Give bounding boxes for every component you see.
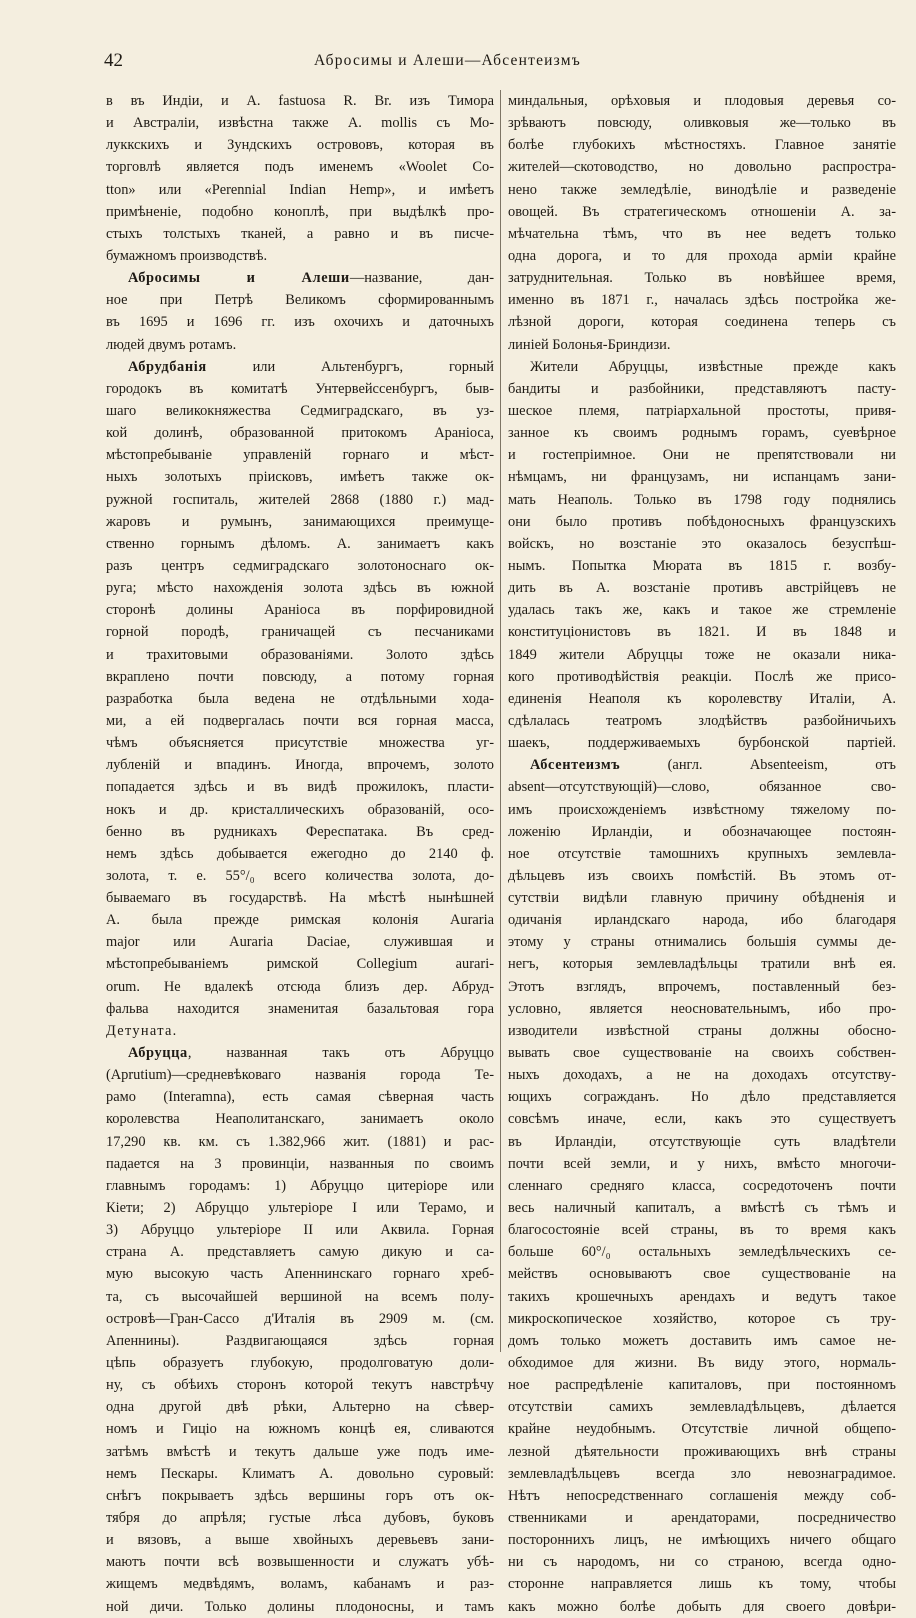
- text-line: Кіети; 2) Абруццо ультеріоре I или Терамо, и: [106, 1200, 494, 1217]
- text-line: имъ происхожденіемъ извѣстному тяжелому по-: [508, 801, 896, 818]
- text-line: удалась такъ же, какъ и такое же стремленіе: [508, 602, 896, 619]
- text-line: обходимое для жизни. Въ виду этого, нормаль-: [508, 1355, 896, 1372]
- text-line: именно въ 1871 г., началась здѣсь постройка же-: [508, 292, 896, 309]
- text-line: и трахитовыми образованіями. Золото здѣсь: [106, 646, 494, 663]
- text-line: цѣпь образуетъ глубокую, продолговатую доли-: [106, 1355, 494, 1372]
- text-line: и вязовъ, а выше хвойныхъ деревьевъ зани-: [106, 1532, 494, 1549]
- page-header: [104, 50, 884, 76]
- text-line: условно, является неосновательнымъ, ибо про-: [508, 1000, 896, 1017]
- text-line: немъ Пескары. Климатъ А. довольно суровый:: [106, 1465, 494, 1482]
- text-line: ныхъ золотыхъ пріисковъ, имѣетъ также ок-: [106, 469, 494, 486]
- text-line: маютъ почти всѣ возвышенности и служатъ убѣ-: [106, 1554, 494, 1571]
- text-line: ной дичи. Только долины плодоносны, и тамъ: [106, 1598, 494, 1615]
- text-line: ни съ народомъ, ни со страною, всегда одно-: [508, 1554, 896, 1571]
- text-line: почти всей земли, и у нихъ, вмѣсто многочи-: [508, 1155, 896, 1172]
- text-line: нымъ. Попытка Мюрата въ 1815 г. возбу-: [508, 557, 896, 574]
- text-line: сторонѣ долины Араніоса въ порфировидной: [106, 602, 494, 619]
- text-line: Детуната.: [106, 1022, 178, 1039]
- text-line: Жители Абруццы, извѣстные прежде какъ: [530, 358, 896, 375]
- text-line: зрѣваютъ повсюду, оливковыя же—только въ: [508, 115, 896, 132]
- headword: Абсентеизмъ: [530, 757, 621, 774]
- text-line: разъ центръ седмиградскаго золотоноснаго ок-: [106, 557, 494, 574]
- text-line: островѣ—Гран-Сассо д'Италія въ 2909 м. (см.: [106, 1310, 494, 1327]
- text-line: одичанія ирландскаго народа, ибо благодаря: [508, 912, 896, 929]
- text-line: Абруцца, названная такъ отъ Абруццо: [128, 1045, 494, 1062]
- text-line: чѣмъ объясняется присутствіе множества уг-: [106, 735, 494, 752]
- text-line: линіей Болонья-Бриндизи.: [508, 336, 671, 353]
- text-line: миндальныя, орѣховыя и плодовыя деревья со-: [508, 93, 896, 109]
- text-line: конституціонистовъ въ 1821. И въ 1848 и: [508, 624, 896, 641]
- running-head: Абросимы и Алеши—Абсентеизмъ: [314, 52, 581, 69]
- text-line: absent—отсутствующій)—слово, обязанное сво-: [508, 779, 896, 796]
- text-line: изводители извѣстной страны должны обосно-: [508, 1022, 896, 1039]
- text-line: шаго великокняжества Седмиградскаго, въ уз-: [106, 402, 494, 419]
- text-line: домъ только можетъ доставить имъ самое не-: [508, 1332, 896, 1349]
- text-line: ну, съ обѣихъ сторонъ которой текутъ навстрѣчу: [106, 1377, 494, 1394]
- text-line: сутствіи видѣли главную причину обѣдненія и: [508, 890, 896, 907]
- text-line: бумажномъ производствѣ.: [106, 247, 268, 264]
- text-line: та, съ высочайшей вершиной на всемъ полу-: [106, 1288, 494, 1305]
- text-line: 17,290 кв. км. съ 1.382,966 жит. (1881) и рас-: [106, 1133, 494, 1150]
- text-line: королевства Неаполитанскаго, занимаетъ около: [106, 1111, 494, 1128]
- text-line: 3) Абруццо ультеріоре II или Аквила. Горная: [106, 1222, 494, 1239]
- text-line: лубленій и впадинъ. Иногда, впрочемъ, золото: [106, 757, 494, 774]
- text-line: золота, т. е. 55°/₀ всего количества золота, до-: [106, 867, 494, 884]
- text-line: сдѣлалась театромъ злодѣйствъ разбойничьихъ: [508, 712, 896, 729]
- text-line: кой долинѣ, образованной притокомъ Араніоса,: [106, 425, 494, 442]
- text-line: и гостепріимное. Они не препятствовали ни: [508, 447, 896, 464]
- text-line: ложенію Ирландіи, и обозначающее постоян-: [508, 823, 896, 840]
- text-line: ружной госпиталь, жителей 2868 (1880 г.) мад-: [106, 491, 494, 508]
- text-line: землевладѣльцевъ всегда зло невознаградимое.: [508, 1465, 896, 1482]
- page-number: 42: [104, 50, 123, 71]
- text-line: микроскопическое хозяйство, которое съ тру-: [508, 1310, 896, 1327]
- text-line: мѣстопребываніемъ римской Collegium aurari-: [106, 956, 494, 973]
- text-line: снѣгъ покрываетъ здѣсь вершины горъ отъ ок-: [106, 1487, 494, 1504]
- text-line: и Австраліи, извѣстна также A. mollis съ Мо-: [106, 115, 494, 132]
- text-line: лѣзной дороги, которая соединена теперь съ: [508, 314, 896, 331]
- text-line: рамо (Interamna), есть самая сѣверная часть: [106, 1089, 494, 1106]
- text-line: нено также земледѣліе, винодѣліе и разведеніе: [508, 181, 896, 198]
- text-line: мую высокую часть Апеннинскаго горнаго хреб-: [106, 1266, 494, 1283]
- text-line: Абсентеизмъ (англ. Absenteeism, отъ: [530, 757, 896, 774]
- text-line: бандиты и разбойники, представляютъ пасту-: [508, 380, 896, 397]
- text-line: Апеннины). Раздвигающаяся здѣсь горная: [106, 1332, 494, 1349]
- text-line: затруднительная. Только въ новѣйшее время,: [508, 270, 896, 287]
- text-line: въ 1695 и 1696 гг. изъ охочихъ и даточныхъ: [106, 314, 494, 331]
- text-line: major или Auraria Daciae, служившая и: [106, 934, 494, 951]
- text-line: Абросимы и Алеши—название, дан-: [128, 270, 495, 287]
- text-line: шаекъ, поддерживаемыхъ бурбонской партіей.: [508, 735, 896, 752]
- text-line: немъ здѣсь добывается ежегодно до 2140 ф.: [106, 845, 494, 862]
- text-line: занное къ своимъ роднымъ горамъ, суевѣрное: [508, 425, 896, 442]
- text-line: отсутствіи самихъ землевладѣльцевъ, дѣлается: [508, 1399, 896, 1416]
- text-line: бенно въ рудникахъ Фереспатака. Въ сред-: [106, 823, 494, 840]
- text-line: примѣненіе, подобно коноплѣ, при выдѣлкѣ про-: [106, 203, 494, 220]
- text-line: больше 60°/₀ остальныхъ земледѣльческихъ се-: [508, 1244, 896, 1261]
- text-line: одна дорога, и то для прохода арміи крайне: [508, 247, 896, 264]
- text-line: людей двумъ ротамъ.: [106, 336, 237, 353]
- text-line: кого противодѣйствія реакціи. Послѣ же присо-: [508, 668, 896, 685]
- text-line: А. была прежде римская колонія Auraria: [106, 912, 494, 929]
- text-line: они было противъ побѣдоносныхъ французскихъ: [508, 513, 896, 530]
- text-line: жищемъ медвѣдямъ, воламъ, кабанамъ и раз-: [106, 1576, 494, 1593]
- text-line: вывать свое существованіе на своихъ собствен-: [508, 1045, 896, 1062]
- text-line: Абрудбанія или Альтенбургъ, горный: [128, 358, 494, 375]
- text-line: ственниками и арендаторами, посредничество: [508, 1510, 896, 1526]
- text-line: ное при Петрѣ Великомъ сформированнымъ: [106, 292, 494, 309]
- text-line: Этотъ взглядъ, впрочемъ, поставленный без-: [508, 978, 896, 995]
- text-line: жаровъ и румынъ, занимающихся преимуще-: [106, 513, 494, 530]
- text-line: въ Ирландіи, отсутствующіе суть владѣтели: [508, 1133, 896, 1150]
- text-line: единенія Неаполя къ королевству Италіи, А.: [508, 690, 896, 707]
- text-line: крайне неудобнымъ. Отсутствіе личной общепо-: [508, 1421, 896, 1438]
- column-divider: [500, 90, 501, 1352]
- headword: Абруцца: [128, 1045, 188, 1062]
- text-line: совсѣмъ иначе, если, какъ это существуетъ: [508, 1111, 896, 1128]
- text-line: городокъ въ комитатѣ Унтервейссенбургъ, быв-: [106, 380, 494, 397]
- text-line: бываемаго въ государствѣ. На мѣстѣ нынѣшней: [106, 890, 494, 907]
- text-line: одна другой двѣ рѣки, Альтерно на сѣвер-: [106, 1399, 494, 1416]
- text-line: в въ Индіи, и A. fastuosa R. Br. изъ Тимора: [106, 93, 494, 109]
- text-line: ющихъ согражданъ. Но дѣло представляется: [508, 1089, 896, 1106]
- text-line: номъ и Гиціо на южномъ концѣ ея, сливаются: [106, 1421, 494, 1438]
- text-line: ственно горнымъ дѣломъ. А. занимаетъ какъ: [106, 535, 494, 552]
- text-line: мать Неаполь. Только въ 1798 году поднялись: [508, 491, 896, 508]
- text-line: торговлѣ является подъ именемъ «Woolet Co-: [106, 159, 494, 176]
- text-line: сленнаго средняго класса, сосредоточенъ почти: [508, 1177, 896, 1194]
- text-line: стыхъ толстыхъ тканей, а равно и въ писче-: [106, 225, 494, 242]
- text-line: вкраплено почти повсюду, а потому горная: [106, 668, 494, 685]
- text-line: Нѣтъ непосредственнаго соглашенія между соб-: [508, 1487, 896, 1504]
- text-line: (Aprutium)—средневѣковаго названія города Те-: [106, 1067, 494, 1084]
- text-line: мействъ основываютъ свое существованіе на: [508, 1266, 896, 1283]
- text-line: овощей. Въ стратегическомъ отношеніи А. за-: [508, 203, 896, 220]
- text-line: разработка была ведена не отдѣльными хода-: [106, 690, 494, 707]
- text-line: 1849 жители Абруццы тоже не оказали ника-: [508, 646, 896, 663]
- text-line: дѣльцевъ изъ своихъ помѣстій. Въ этомъ от-: [508, 867, 896, 884]
- text-line: войскъ, но возстаніе это оказалось безуспѣш-: [508, 535, 896, 552]
- text-line: болѣе глубокихъ мѣстностяхъ. Главное занятіе: [508, 137, 896, 154]
- headword: Абросимы и Алеши: [128, 270, 350, 287]
- text-line: ныхъ доходахъ, а не на доходахъ отсутству-: [508, 1067, 896, 1084]
- text-line: шеское племя, патріархальной простоты, привя-: [508, 402, 896, 419]
- text-line: постороннихъ лицъ, не имѣющихъ ничего общаго: [508, 1532, 896, 1549]
- text-line: главнымъ городамъ: 1) Абруццо цитеріоре или: [106, 1177, 494, 1194]
- text-line: мѣчательна тѣмъ, что въ нее ведетъ только: [508, 225, 896, 242]
- text-line: сторонне направляется лишь къ тому, чтобы: [508, 1576, 896, 1593]
- text-line: жителей—скотоводство, но довольно распростра-: [508, 159, 896, 176]
- text-line: ное отсутствіе тамошнихъ крупныхъ землевла-: [508, 845, 896, 862]
- text-line: какъ можно болѣе добыть для своего довѣри-: [508, 1598, 896, 1615]
- text-line: этому у страны отнимались большія суммы де-: [508, 934, 896, 951]
- text-line: мѣстопребываніе управленій горнаго и мѣст-: [106, 447, 494, 464]
- text-line: весь наличный капиталъ, а вмѣстѣ съ тѣмъ и: [508, 1200, 896, 1217]
- text-line: страна А. представляетъ самую дикую и са-: [106, 1244, 494, 1261]
- right-column: [508, 90, 896, 1615]
- text-line: ми, а ей подвергалась почти вся горная масса,: [106, 712, 494, 729]
- text-line: tton» или «Perennial Indian Hemp», и имѣетъ: [106, 181, 494, 198]
- text-line: негъ, которыя землевладѣльцы тратили внѣ ея.: [508, 956, 896, 973]
- text-line: тября до апрѣля; густые лѣса дубовъ, буковъ: [106, 1510, 494, 1526]
- text-line: падается на 3 провинціи, названныя по своимъ: [106, 1155, 494, 1172]
- text-line: дить въ А. возстаніе противъ австрійцевъ не: [508, 580, 896, 597]
- text-line: благосостояніе всей страны, въ то время какъ: [508, 1222, 896, 1239]
- text-line: orum. Не вдалекѣ отсюда близъ дер. Абруд-: [106, 978, 494, 995]
- text-line: лезной дѣятельности проживающихъ внѣ страны: [508, 1443, 896, 1460]
- text-line: фальва находится знаменитая базальтовая гора: [106, 1000, 494, 1017]
- text-line: луккскихъ и Зундскихъ острововъ, которая въ: [106, 137, 494, 154]
- text-line: затѣмъ вмѣстѣ и текутъ дальше уже подъ име-: [106, 1443, 494, 1460]
- text-line: руга; мѣсто нахожденія золота здѣсь въ южной: [106, 580, 494, 597]
- text-line: такихъ крошечныхъ арендахъ и ведутъ такое: [508, 1288, 896, 1305]
- text-line: ное распредѣленіе капиталовъ, при постоянномъ: [508, 1377, 896, 1394]
- text-line: нокъ и др. кристаллическихъ образованій, осо-: [106, 801, 494, 818]
- left-column: [106, 90, 495, 1615]
- text-line: нѣмцамъ, ни французамъ, ни испанцамъ зани-: [508, 469, 896, 486]
- headword: Абрудбанія: [128, 358, 207, 375]
- text-line: горной породѣ, граничащей съ песчаниками: [106, 624, 494, 641]
- text-line: попадается здѣсь и въ видѣ прожилокъ, пласти-: [106, 779, 494, 796]
